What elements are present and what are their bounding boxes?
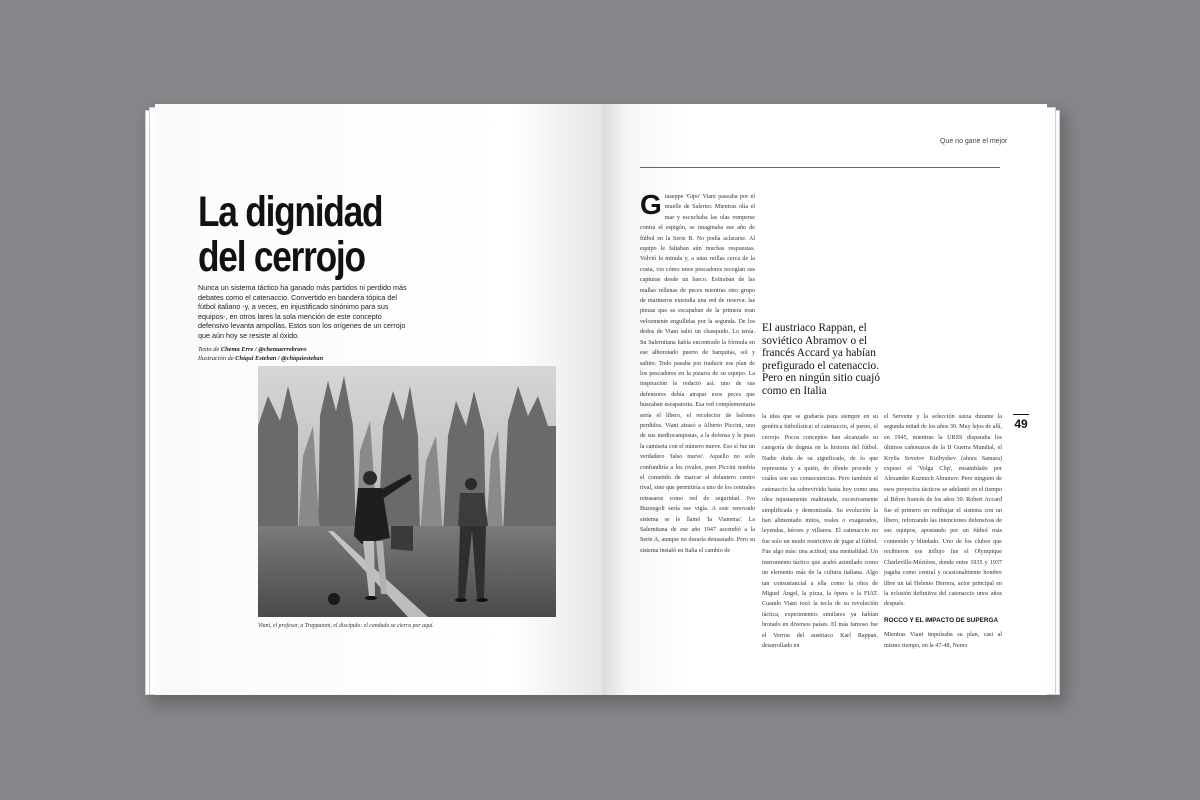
header-rule [640, 167, 1000, 168]
body-column-2 [762, 412, 878, 658]
column-3-text: el Servette y la selección suiza durante la segunda mitad de los años 30. Muy lejos de allí, en 1945, mientras la URSS disparaba los últimos cañonazos de la II Guerra Mundial, el Krylia Sovetov Kuibyshev (ahora Samara) expuso el 'Volga Clip', ensamblado por Alexander Kuzmich Abramov. Pero ninguno de esos proyectos tácticos se adelantó en el tiempo al Béton francés de los años 30. Robert Accard fue el primero en redibujar el sistema con un líbero, reforzando las intenciones defensivas de sus equipos, apostando por un fútbol más contenido y blindado. Uno de los clubes que recibieron ese influjo fue el Olympique Charleville-Mézières, donde entre 1935 y 1937 jugaba como central y ocasionalmente hombre libre un tal Helenio Herrera, actor principal en la eclosión definitiva del catenaccio unos años después. [884, 414, 1002, 608]
body-column-3 [884, 412, 1002, 658]
running-head: Que no gane el mejor [940, 138, 1008, 145]
football [328, 593, 340, 605]
body-column-1 [640, 189, 755, 660]
photo-caption: Viani, el profesor, a Trappatoni, el discípulo: el candado se cierra por aquí. [258, 623, 434, 629]
article-photo [258, 366, 556, 617]
title-line-2: del cerrojo [198, 233, 365, 281]
credit-text-author: Chema Erre / @chemaerrebravo [220, 346, 307, 353]
column-2-text: la idea que se grabaría para siempre en su genética futbolística: el catenaccio, el perno, el cerrojo. Pocos conceptos han alcanzado su categoría de dogma en la historia del fútbol. Nadie duda de su significado, de lo que representa y a quién, de dónde procede y cuáles son sus consecuencias. Pero también el catenaccio ha sobrevivido hasta hoy como una idea injustamente maltratada, excesivamente simplificada y demonizada. Su evolución la han alimentado mitos, reales o exagerados, leyendas, héroes y villanos. El catenaccio no fue solo un modo restrictivo de jugar al fútbol. Fue algo más: una actitud, una mentalidad. Un instrumento táctico que acabó asimilado como un elemento más de la cultura italiana. Algo tan consustancial a ella como la obra de Miguel Ángel, la pizza, la ópera o la FIAT. Cuando Viani tocó la tecla de su revolución táctica, experimentos similares ya habían brotado en diversos países. El más famoso fue el Verrou del austriaco Karl Rappan, desarrollado en [762, 414, 878, 649]
credit-text-label: Texto de [198, 346, 220, 353]
column-1-text: iuseppe 'Gipo' Viani paseaba por el muelle de Salerno. Mientras olía el mar y escuchaba las olas romperse contra el espigón, se imaginaba ese año de fútbol en la Serie B. No podía aclararse. Al equipo le faltaban aún muchas respuestas. Volvió la mirada y, a unas millas cerca de la costa, vio cómo unos pescadores recogían sus capturas desde un barco. Estiraban de las mallas rellenas de peces mientras otro grupo de marineros extendía una red de reserva: las piezas que se escapaban de la primera eran velozmente engullidas por la segunda. De los dedos de Viani salió un chasquido. Lo tenía. Su Salernitana había encontrado la fórmula en ese alborotado puerto de barquitas, sol y salitre. Todo pasaba por traducir ese plan de los pescadores en la pizarra de su equipo. La inspiración le redactó así: uno de sus defensores debía atrapar esos peces que buscaban escapatoria. Esa red complementaria sería el líbero, el recolector de balones perdidos. Viani atrasó a Alberto Piccini, uno de sus mediocampistas, a la defensa y le puso la camiseta con el número nueve. Eso sí fue un verdadero 'falso nueve'. Aquello no solo confundiría a los rivales, pues Piccini tendría el cometido de marcar al delantero centro rival, sino que permitiría a uno de los centrales retrasarse como red de seguridad. Ivo Buzzegoli sería ese vigía. A este renovado sistema se le llamó 'la Vianema'. La Salernitana de ese año 1947 ascendió a la Serie A, aunque no duraría demasiado. Pero su sistema instaló en Italia el cambio de [640, 194, 755, 554]
pull-quote: El austriaco Rappan, el soviético Abramov o el francés Accard ya habían prefigurado el catenaccio. Pero en ningún sitio cuajó como en Italia [762, 322, 880, 397]
page-number: 49 [1013, 414, 1029, 431]
left-page [155, 104, 602, 695]
credit-illustration-label: Ilustración de [198, 354, 234, 362]
section-subhead: ROCCO Y EL IMPACTO DE SUPERGA [884, 616, 999, 624]
credit-illustration-author: Chiqui Esteban / @chiquiesteban [235, 354, 324, 362]
credits [198, 346, 428, 363]
photo-illustration [258, 366, 556, 617]
drop-cap: G [640, 189, 662, 220]
article-title [198, 190, 395, 280]
intro-paragraph: Nunca un sistema táctico ha ganado más partidos ni perdido más debates como el catenaccio. Convertido en bandera tópica del fútbol italiano -y, a veces, en injustificado sinónimo para sus equipos-, en otros lares la sola mención de este concepto defensivo levanta ampollas. Estos son los orígenes de un cerrojo que aún hoy se resiste al óxido. [198, 283, 407, 340]
column-3-continuation: Mientras Viani impulsaba su plan, casi al mismo tiempo, en la 47-48, Nereo [884, 632, 1002, 649]
title-line-1: La dignidad [198, 188, 383, 236]
right-page [602, 104, 1047, 695]
